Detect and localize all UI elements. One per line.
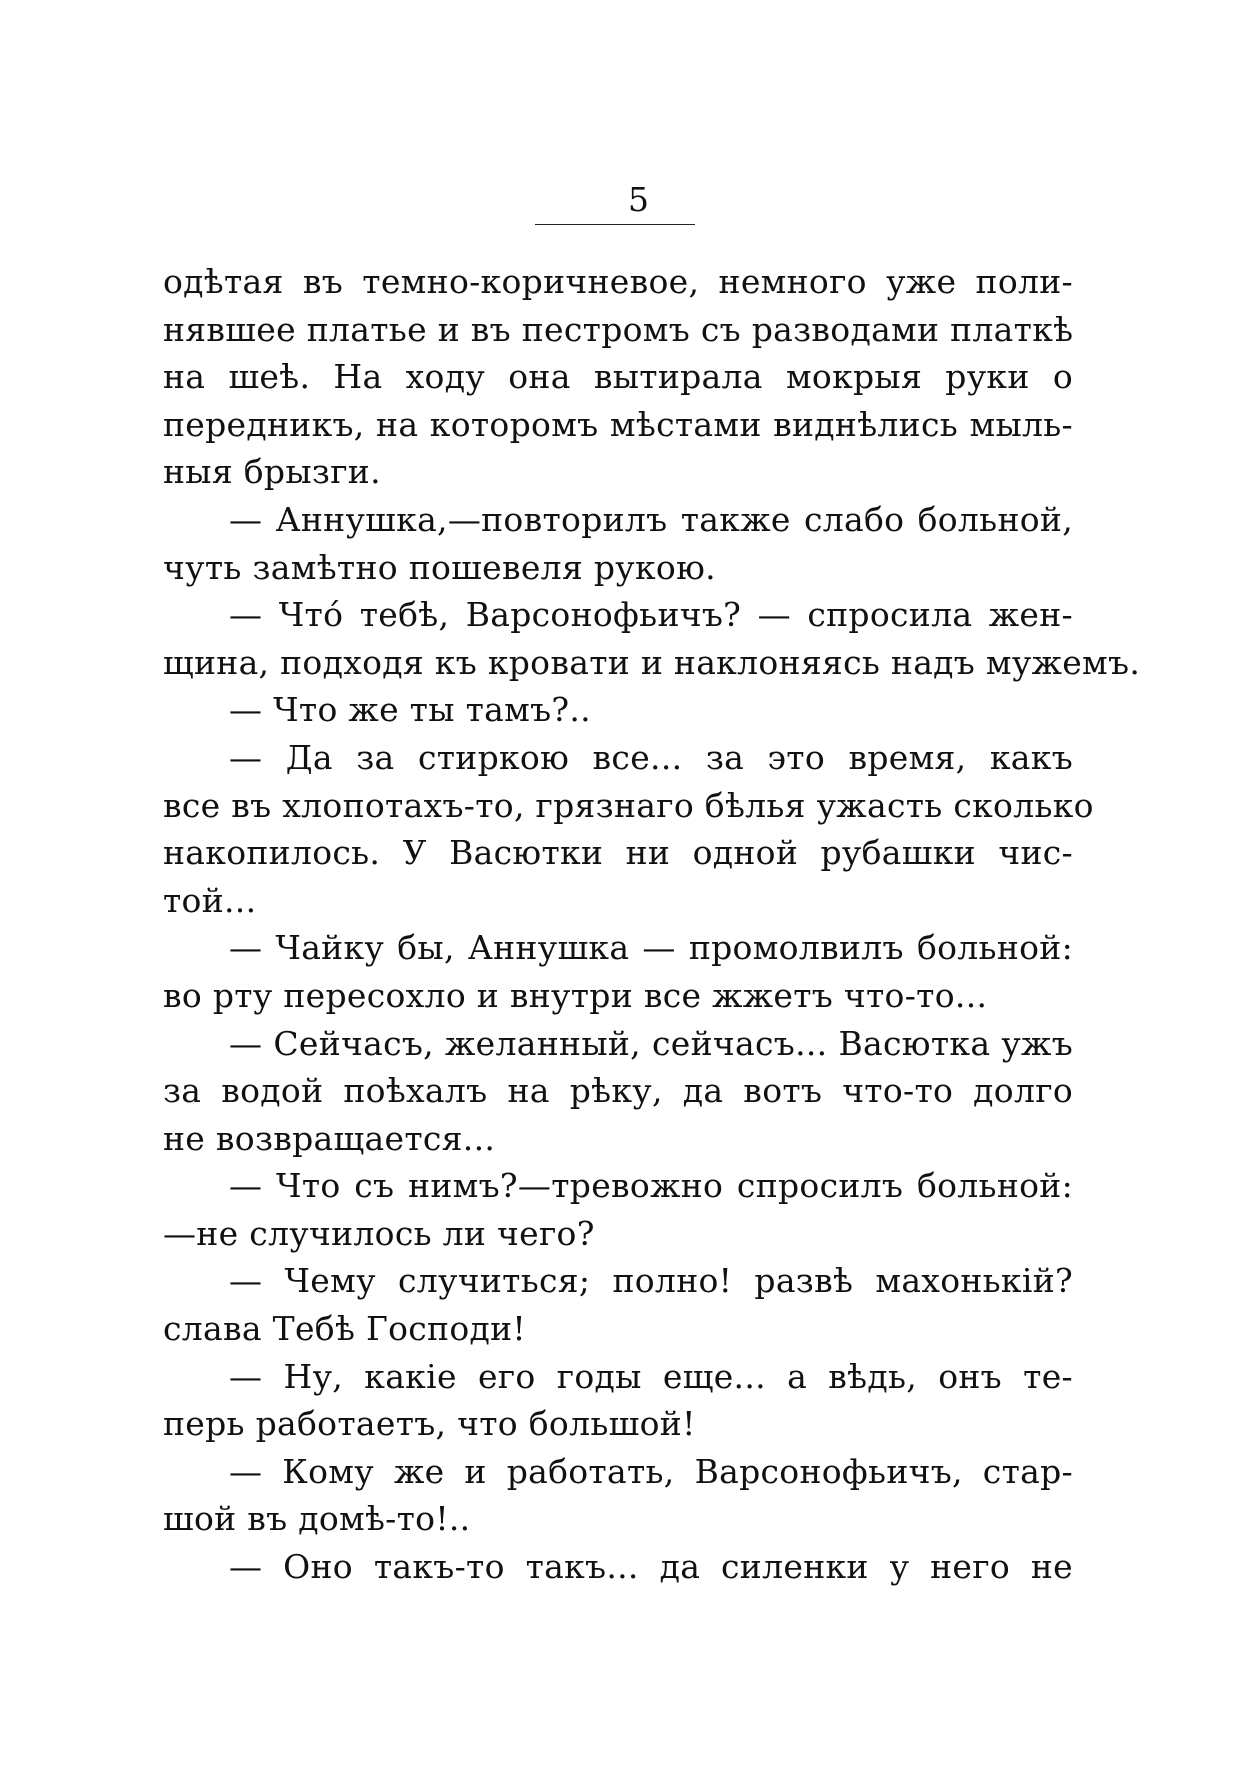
text-line: — Аннушка,—повторилъ также слабо больной, [229,499,1073,539]
text-line: —не случилось ли чего? [163,1213,595,1253]
text-line: щина, подходя къ кровати и наклоняясь надъ мужемъ. [163,642,1141,682]
text-line: одѣтая въ темно-коричневое, немного уже поли- [163,262,1073,301]
text-line: накопилось. У Васютки ни одной рубашки чис- [163,833,1073,873]
page-number: 5 [628,180,649,219]
text-line: чуть замѣтно пошевеля рукою. [163,547,716,587]
text-line: — Да за стиркою все... за это время, какъ [229,737,1073,777]
header-rule [535,224,695,225]
text-line: — Кому же и работать, Варсонофьичъ, стар- [229,1451,1073,1491]
text-line: — Сейчасъ, желанный, сейчасъ... Васютка ужъ [229,1023,1073,1063]
text-line: на шеѣ. На ходу она вытирала мокрыя руки о [163,357,1073,397]
text-line: — Оно такъ-то такъ... да силенки у него не [229,1547,1073,1587]
text-line: не возвращается... [163,1118,496,1158]
text-line: — Ну, какіе его годы еще... а вѣдь, онъ те- [229,1356,1073,1396]
text-line: шой въ домѣ-то!.. [163,1499,471,1539]
text-line: — Чему случиться; полно! развѣ махонькій? [229,1261,1073,1301]
text-line: — Что́ тебѣ, Варсонофьичъ? — спросила жен- [229,595,1073,635]
text-line: за водой поѣхалъ на рѣку, да вотъ что-то долго [163,1071,1073,1111]
text-line: — Что же ты тамъ?.. [229,690,591,730]
text-line: — Что съ нимъ?—тревожно спросилъ больной: [229,1166,1073,1206]
text-line: той... [163,880,257,920]
text-line: все въ хлопотахъ-то, грязнаго бѣлья ужасть сколько [163,785,1094,825]
text-line: — Чайку бы, Аннушка — промолвилъ больной: [229,928,1073,968]
text-line: ныя брызги. [163,452,381,492]
text-line: во рту пересохло и внутри все жжетъ что-то... [163,975,988,1015]
text-line: слава Тебѣ Господи! [163,1309,526,1349]
text-line: нявшее платье и въ пестромъ съ разводами платкѣ [163,309,1074,349]
text-line: передникъ, на которомъ мѣстами виднѣлись мыль- [163,404,1073,444]
body-text [163,258,1141,1591]
text-line: перь работаетъ, что большой! [163,1404,696,1444]
